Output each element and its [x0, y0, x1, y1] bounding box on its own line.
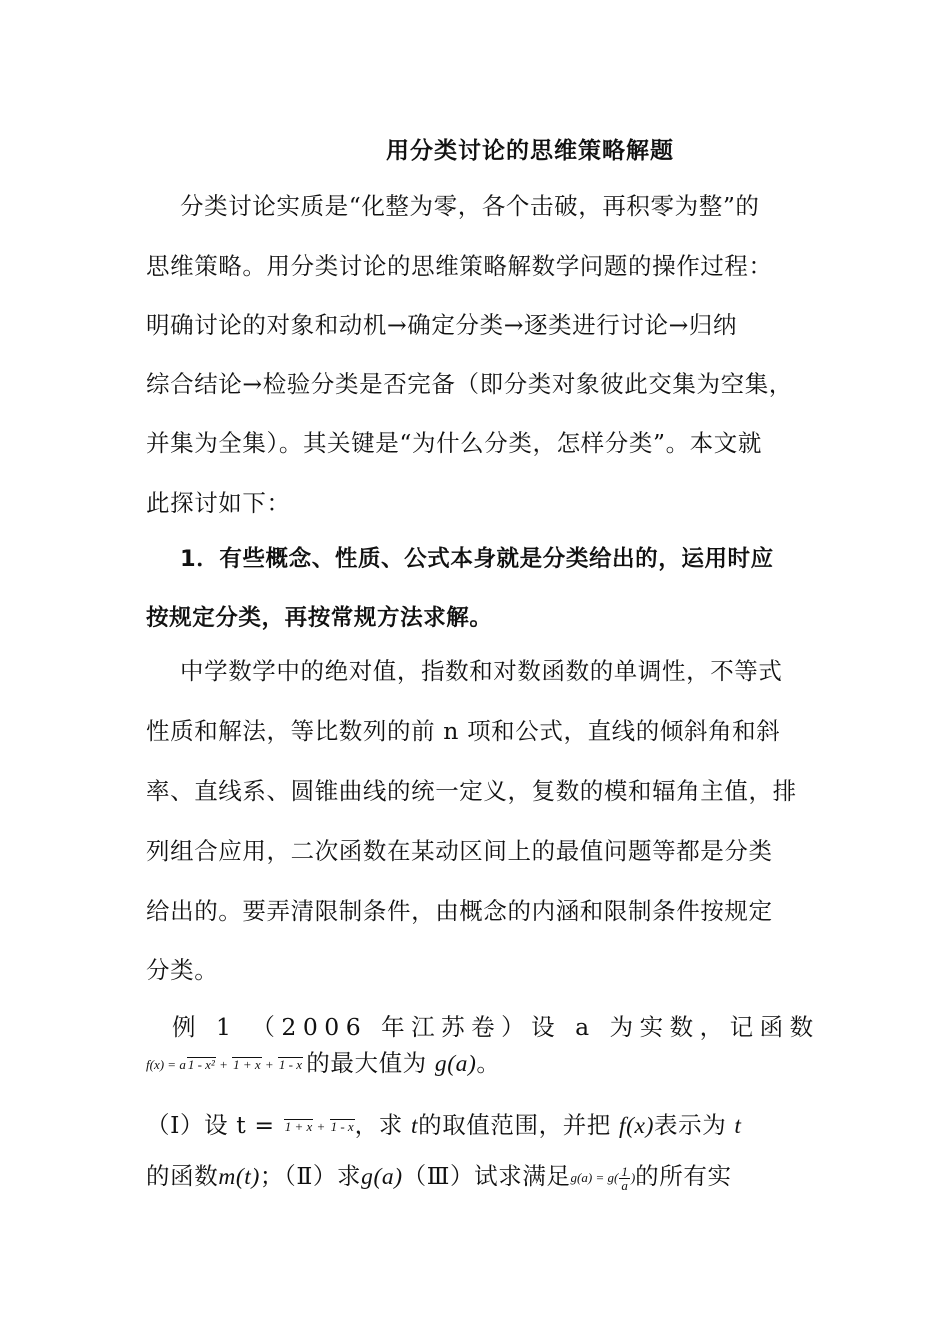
sqrt-term: 1 + x [284, 1118, 313, 1134]
intro-line-5: 并集为全集）。其关键是“为什么分类，怎样分类”。本文就 [146, 429, 762, 457]
formula-part: g(a) = g( [570, 1169, 619, 1185]
intro-line-1: 分类讨论实质是“化整为零，各个击破，再积零为整”的 [180, 192, 760, 220]
intro-line-6: 此探讨如下： [146, 489, 291, 517]
formula-f-of-x [146, 1057, 306, 1072]
section1-heading-line-2: 按规定分类，再按常规方法求解。 [146, 605, 493, 631]
text-segment: ；（Ⅱ）求 [259, 1162, 362, 1190]
fraction-numerator: 1 [621, 1164, 628, 1180]
sqrt-term: 1 - x [278, 1056, 303, 1072]
example1-line-3 [146, 1110, 826, 1142]
section1-body-line-5: 给出的。要弄清限制条件，由概念的内涵和限制条件按规定 [146, 897, 773, 925]
text-segment: 的取值范围，并把 [418, 1111, 611, 1139]
math-t: t [734, 1113, 742, 1139]
intro-line-3: 明确讨论的对象和动机→确定分类→逐类进行讨论→归纳 [146, 311, 738, 339]
intro-line-4: 综合结论→检验分类是否完备（即分类对象彼此交集为空集， [146, 370, 793, 398]
example1-line-4 [146, 1161, 826, 1193]
text-segment: 。 [476, 1049, 501, 1077]
text-segment: ，求 [354, 1111, 403, 1139]
document-title: 用分类讨论的思维策略解题 [386, 137, 674, 164]
fraction-denominator: a [621, 1178, 628, 1194]
math-f-x: f(x) [618, 1113, 654, 1139]
text-segment: 的所有实 [635, 1162, 732, 1190]
example1-line-2 [146, 1048, 826, 1080]
formula-part: f(x) = a [146, 1056, 186, 1072]
example1-line-1: 例 1 （2006 年江苏卷）设 a 为实数，记函数 [172, 1013, 820, 1041]
section1-body-line-2: 性质和解法，等比数列的前 n 项和公式，直线的倾斜角和斜 [146, 717, 781, 745]
math-t: t [410, 1113, 419, 1139]
text-segment: 的最大值为 [306, 1049, 427, 1077]
formula-part: + [215, 1056, 232, 1072]
math-g-a: g(a) [434, 1051, 477, 1077]
fraction-one-over-a [619, 1165, 630, 1192]
sqrt-term: 1 + x [233, 1056, 261, 1072]
text-segment: （Ⅰ）设 t = [146, 1111, 283, 1139]
section1-body-line-1: 中学数学中的绝对值，指数和对数函数的单调性，不等式 [180, 657, 783, 685]
section1-heading-line-1: 1．有些概念、性质、公式本身就是分类给出的，运用时应 [180, 546, 774, 572]
text-segment: （Ⅲ）试求满足 [402, 1162, 571, 1190]
formula-g-condition [570, 1164, 636, 1194]
section1-body-line-3: 率、直线系、圆锥曲线的统一定义，复数的模和辐角主值，排 [146, 777, 797, 805]
section1-body-line-6: 分类。 [146, 956, 219, 984]
sqrt-term: 1 - x [330, 1118, 354, 1134]
sqrt-term: 1 - x² [187, 1056, 215, 1072]
intro-line-2: 思维策略。用分类讨论的思维策略解数学问题的操作过程： [146, 252, 773, 280]
section1-body-line-4: 列组合应用，二次函数在某动区间上的最值问题等都是分类 [146, 837, 773, 865]
formula-t [283, 1119, 355, 1134]
formula-part: ) [630, 1169, 636, 1185]
formula-part: + [261, 1056, 277, 1072]
math-m-t: m(t) [218, 1164, 260, 1190]
text-segment: 的函数 [146, 1162, 219, 1190]
math-g-a: g(a) [361, 1164, 403, 1190]
text-segment: 表示为 [654, 1111, 727, 1139]
formula-part: + [313, 1118, 329, 1134]
